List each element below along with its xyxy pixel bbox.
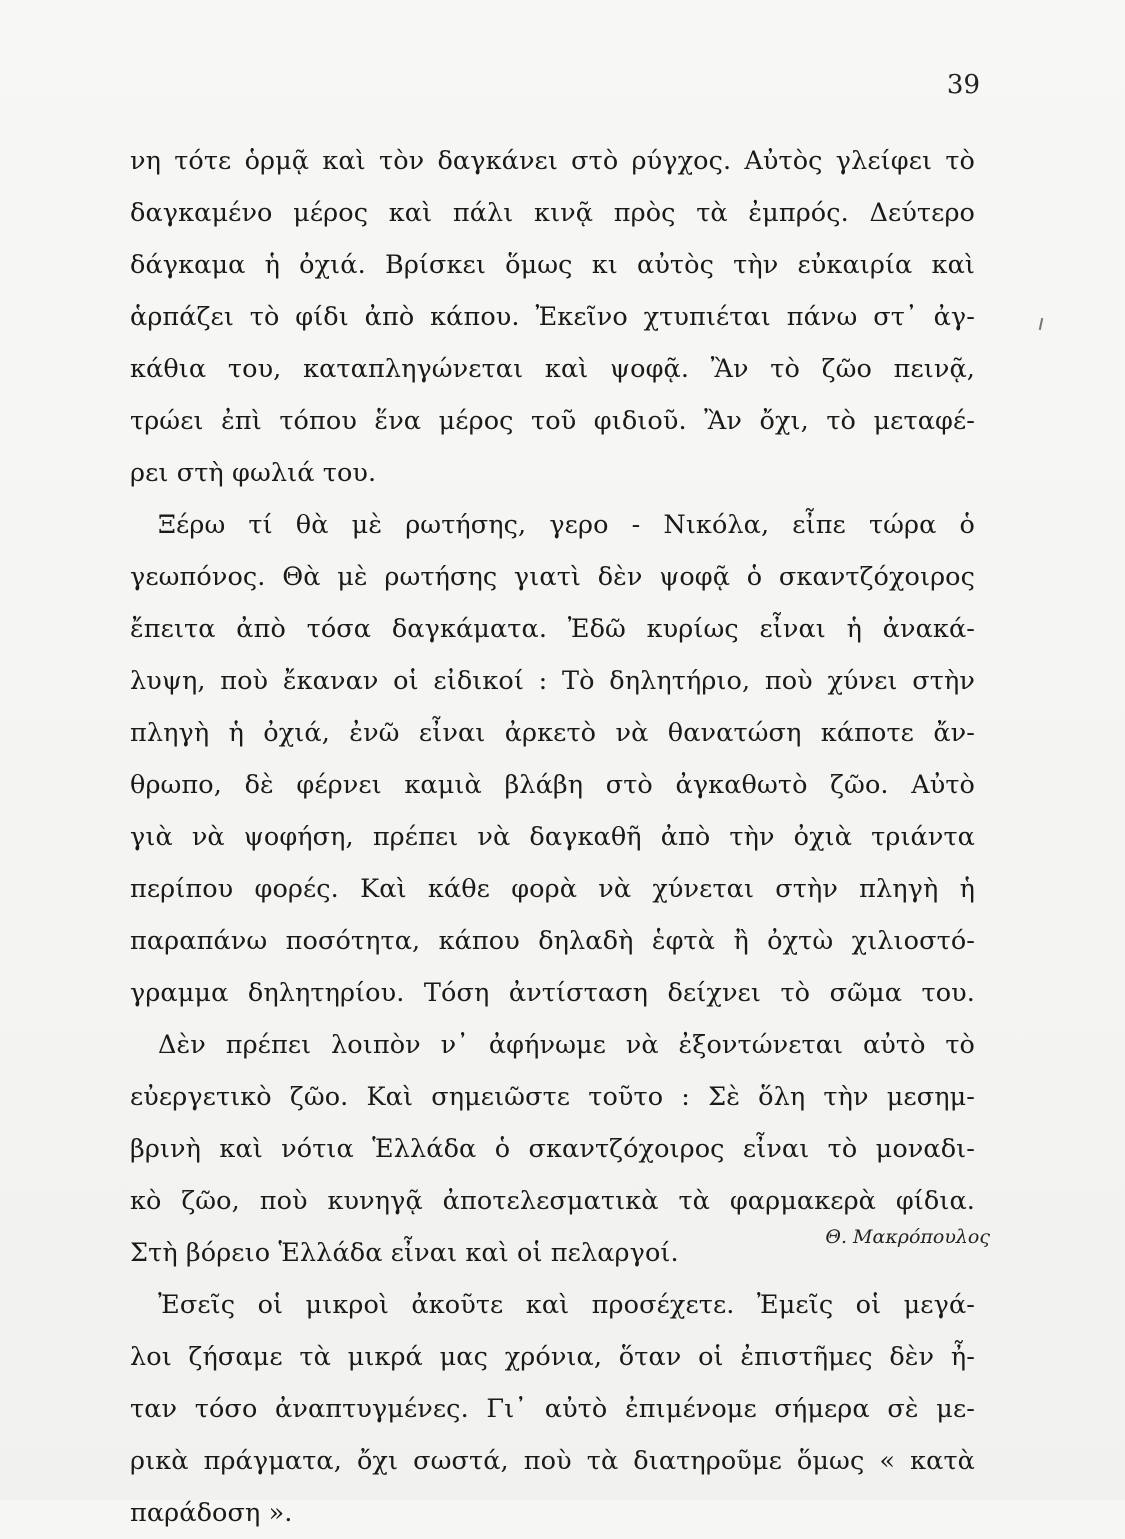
text-line: ρικὰ πράγματα, ὄχι σωστά, ποὺ τὰ διατηροῦμε ὅμως « κατὰ [130, 1446, 975, 1476]
text-line: ἔπειτα ἀπὸ τόσα δαγκάματα. Ἐδῶ κυρίως εἶναι ἡ ἀνακά- [130, 614, 975, 644]
text-line: περίπου φορές. Καὶ κάθε φορὰ νὰ χύνεται στὴν πληγὴ ἡ [130, 874, 975, 904]
text-line: λυψη, ποὺ ἔκαναν οἱ εἰδικοί : Τὸ δηλητήριο, ποὺ χύνει στὴν [130, 666, 975, 696]
author-signature: Θ. Μακρόπουλος [825, 1226, 990, 1248]
text-line: παράδοση ». [130, 1498, 293, 1528]
text-line: Στὴ βόρειο Ἑλλάδα εἶναι καὶ οἱ πελαργοί. [130, 1238, 679, 1268]
text-line: κάθια του, καταπληγώνεται καὶ ψοφᾷ. Ἂν τὸ ζῶο πεινᾷ, [130, 354, 975, 384]
text-line: τρώει ἐπὶ τόπου ἕνα μέρος τοῦ φιδιοῦ. Ἂν ὄχι, τὸ μεταφέ- [130, 406, 975, 436]
text-line: Ξέρω τί θὰ μὲ ρωτήσης, γερο - Νικόλα, εἶπε τώρα ὁ [158, 510, 975, 540]
page-number: 39 [946, 70, 980, 100]
text-line: παραπάνω ποσότητα, κάπου δηλαδὴ ἑφτὰ ἢ ὀχτὼ χιλιοστό- [130, 926, 975, 956]
text-line: πληγὴ ἡ ὀχιά, ἐνῶ εἶναι ἀρκετὸ νὰ θανατώση κάποτε ἄν- [130, 718, 975, 748]
text-line: δαγκαμένο μέρος καὶ πάλι κινᾷ πρὸς τὰ ἐμπρός. Δεύτερο [130, 198, 975, 228]
text-line: κὸ ζῶο, ποὺ κυνηγᾷ ἀποτελεσματικὰ τὰ φαρμακερὰ φίδια. [130, 1186, 975, 1216]
text-line: γιὰ νὰ ψοφήση, πρέπει νὰ δαγκαθῆ ἀπὸ τὴν ὀχιὰ τριάντα [130, 822, 975, 852]
text-line: νη τότε ὁρμᾷ καὶ τὸν δαγκάνει στὸ ρύγχος. Αὐτὸς γλείφει τὸ [130, 146, 975, 176]
text-line: θρωπο, δὲ φέρνει καμιὰ βλάβη στὸ ἀγκαθωτὸ ζῶο. Αὐτὸ [130, 770, 975, 800]
text-line: γραμμα δηλητηρίου. Τόση ἀντίσταση δείχνει τὸ σῶμα του. [130, 978, 975, 1008]
body-text [130, 135, 975, 1539]
margin-mark [1039, 318, 1043, 330]
text-line: ταν τόσο ἀναπτυγμένες. Γι᾿ αὐτὸ ἐπιμένομε σήμερα σὲ με- [130, 1394, 975, 1424]
text-line: ρει στὴ φωλιά του. [130, 458, 377, 488]
text-line: εὐεργετικὸ ζῶο. Καὶ σημειῶστε τοῦτο : Σὲ ὅλη τὴν μεσημ- [130, 1082, 975, 1112]
text-line: βρινὴ καὶ νότια Ἑλλάδα ὁ σκαντζόχοιρος εἶναι τὸ μοναδι- [130, 1134, 975, 1164]
text-line: λοι ζήσαμε τὰ μικρά μας χρόνια, ὅταν οἱ ἐπιστῆμες δὲν ἦ- [130, 1342, 975, 1372]
text-line: Δὲν πρέπει λοιπὸν ν᾿ ἀφήνωμε νὰ ἐξοντώνεται αὐτὸ τὸ [158, 1030, 975, 1060]
text-line: γεωπόνος. Θὰ μὲ ρωτήσης γιατὶ δὲν ψοφᾷ ὁ σκαντζόχοιρος [130, 562, 975, 592]
text-line: ἁρπάζει τὸ φίδι ἀπὸ κάπου. Ἐκεῖνο χτυπιέται πάνω στ᾿ ἀγ- [130, 302, 975, 332]
text-line: Ἐσεῖς οἱ μικροὶ ἀκοῦτε καὶ προσέχετε. Ἐμεῖς οἱ μεγά- [158, 1290, 975, 1320]
text-line: δάγκαμα ἡ ὀχιά. Βρίσκει ὅμως κι αὐτὸς τὴν εὐκαιρία καὶ [130, 250, 975, 280]
